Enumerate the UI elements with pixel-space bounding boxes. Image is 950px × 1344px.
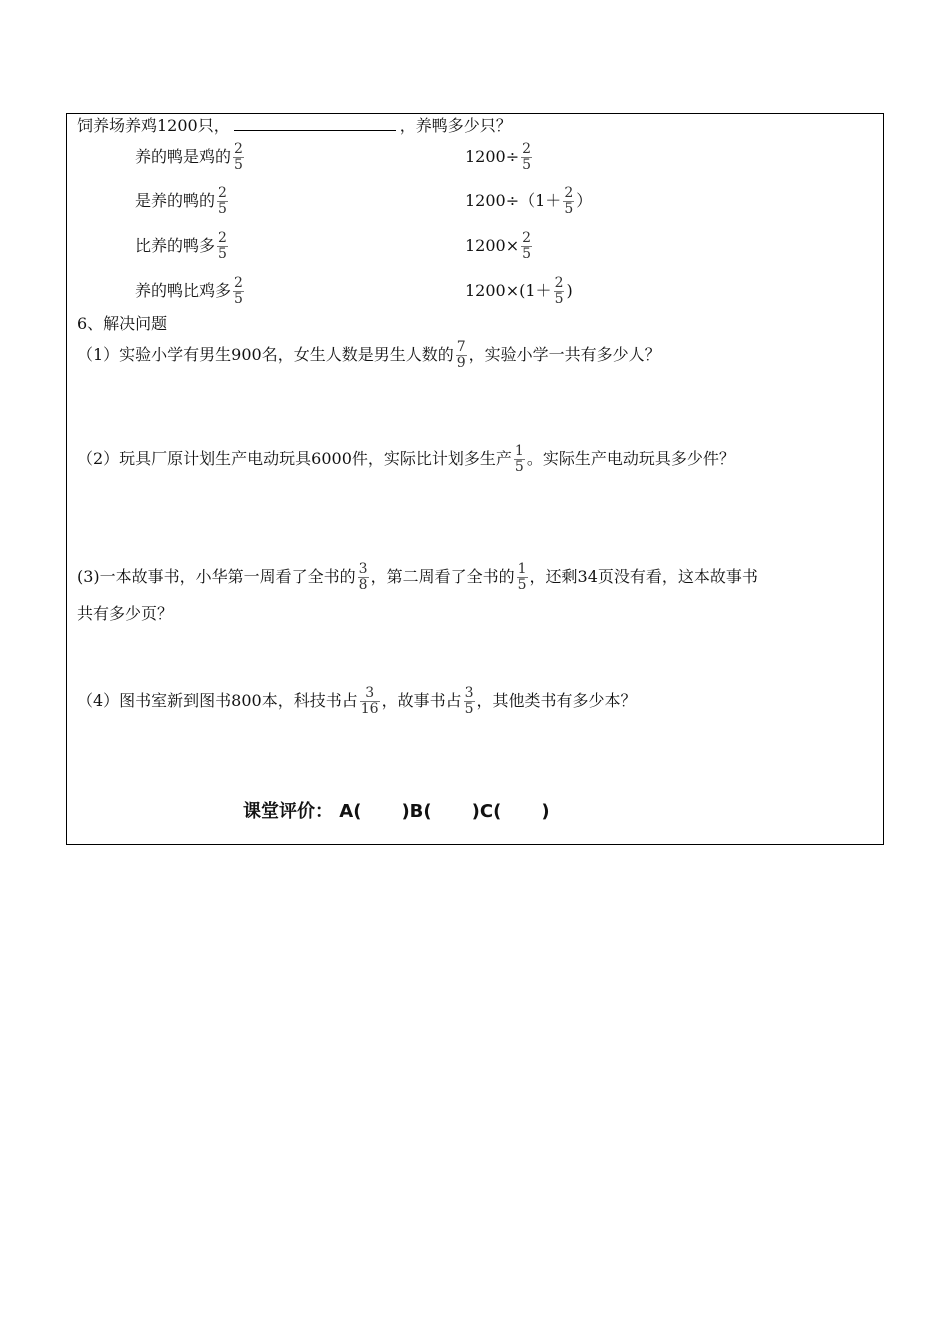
denominator: 5 bbox=[218, 246, 227, 262]
problem-text: ，第二周看了全书的 bbox=[370, 567, 515, 586]
answer-blank[interactable] bbox=[234, 116, 396, 131]
numerator: 1 bbox=[514, 443, 524, 459]
numerator: 2 bbox=[218, 185, 227, 201]
evaluation-label: 课堂评价： bbox=[243, 801, 333, 822]
option-3 bbox=[135, 231, 230, 262]
intro-text-start: 饲养场养鸡1200只， bbox=[77, 116, 230, 135]
problem-text: ，还剩34页没有看，这本故事书 bbox=[529, 567, 758, 586]
fraction bbox=[464, 686, 475, 717]
expression-text: 1200× bbox=[465, 236, 520, 255]
problem-4 bbox=[77, 686, 637, 717]
intro-line bbox=[77, 116, 512, 136]
evaluation-close: ) bbox=[541, 801, 550, 822]
fraction bbox=[563, 186, 574, 217]
fraction bbox=[554, 276, 565, 307]
class-evaluation bbox=[243, 802, 550, 822]
expression-4 bbox=[465, 276, 573, 307]
denominator: 5 bbox=[514, 459, 524, 475]
numerator: 1 bbox=[517, 561, 527, 577]
expression-suffix: ） bbox=[576, 191, 593, 210]
problem-text: 。实际生产电动玩具多少件？ bbox=[526, 449, 735, 468]
option-label: 养的鸭比鸡多 bbox=[135, 281, 232, 300]
numerator: 3 bbox=[464, 685, 474, 701]
problem-text: （2）玩具厂原计划生产电动玩具6000件，实际比计划多生产 bbox=[77, 449, 512, 468]
numerator: 3 bbox=[358, 561, 368, 577]
fraction bbox=[217, 186, 228, 217]
denominator: 5 bbox=[234, 157, 243, 173]
option-label: 是养的鸭的 bbox=[135, 191, 216, 210]
problem-text: ，实验小学一共有多少人？ bbox=[468, 345, 661, 364]
denominator: 16 bbox=[360, 701, 379, 717]
evaluation-option-a[interactable]: A( bbox=[339, 801, 362, 822]
numerator: 2 bbox=[522, 141, 532, 157]
denominator: 5 bbox=[522, 246, 532, 262]
problem-text: ，故事书占 bbox=[381, 691, 462, 710]
denominator: 5 bbox=[564, 201, 574, 217]
evaluation-option-c[interactable]: )C( bbox=[471, 801, 502, 822]
numerator: 2 bbox=[522, 230, 532, 246]
expression-text: 1200×(1＋ bbox=[465, 281, 552, 300]
option-label: 养的鸭是鸡的 bbox=[135, 147, 232, 166]
section-title: 6、解决问题 bbox=[77, 314, 168, 333]
expression-text: 1200÷（1＋ bbox=[465, 191, 562, 210]
problem-text: （4）图书室新到图书800本，科技书占 bbox=[77, 691, 358, 710]
problem-text: ，其他类书有多少本？ bbox=[476, 691, 637, 710]
denominator: 5 bbox=[234, 291, 243, 307]
numerator: 2 bbox=[234, 141, 243, 157]
problem-2 bbox=[77, 444, 735, 475]
fraction bbox=[233, 142, 244, 173]
option-2 bbox=[135, 186, 230, 217]
expression-text: 1200÷ bbox=[465, 147, 520, 166]
denominator: 5 bbox=[218, 201, 227, 217]
denominator: 9 bbox=[456, 355, 466, 371]
fraction bbox=[360, 686, 380, 717]
denominator: 5 bbox=[522, 157, 532, 173]
expression-2 bbox=[465, 186, 592, 217]
fraction bbox=[514, 444, 525, 475]
numerator: 2 bbox=[554, 275, 564, 291]
problem-text: （1）实验小学有男生900名，女生人数是男生人数的 bbox=[77, 345, 454, 364]
fraction bbox=[233, 276, 244, 307]
problem-1 bbox=[77, 340, 661, 371]
problem-3 bbox=[77, 562, 758, 593]
numerator: 2 bbox=[234, 275, 243, 291]
numerator: 7 bbox=[456, 339, 466, 355]
denominator: 5 bbox=[464, 701, 474, 717]
fraction bbox=[521, 231, 532, 262]
problem-text: (3)一本故事书，小华第一周看了全书的 bbox=[77, 567, 356, 586]
fraction bbox=[358, 562, 369, 593]
problem-3-line-2: 共有多少页？ bbox=[77, 604, 174, 623]
numerator: 2 bbox=[564, 185, 574, 201]
expression-suffix: ) bbox=[566, 281, 573, 300]
option-label: 比养的鸭多 bbox=[135, 236, 216, 255]
numerator: 3 bbox=[360, 686, 380, 702]
intro-text-end: ，养鸭多少只？ bbox=[399, 116, 512, 135]
fraction bbox=[217, 231, 228, 262]
option-1 bbox=[135, 142, 246, 173]
denominator: 8 bbox=[358, 577, 368, 593]
fraction bbox=[456, 340, 467, 371]
fraction bbox=[521, 142, 532, 173]
denominator: 5 bbox=[517, 577, 527, 593]
numerator: 2 bbox=[218, 230, 227, 246]
evaluation-option-b[interactable]: )B( bbox=[401, 801, 432, 822]
fraction bbox=[517, 562, 528, 593]
option-4 bbox=[135, 276, 246, 307]
expression-1 bbox=[465, 142, 534, 173]
expression-3 bbox=[465, 231, 534, 262]
worksheet-box bbox=[66, 113, 884, 845]
denominator: 5 bbox=[554, 291, 564, 307]
